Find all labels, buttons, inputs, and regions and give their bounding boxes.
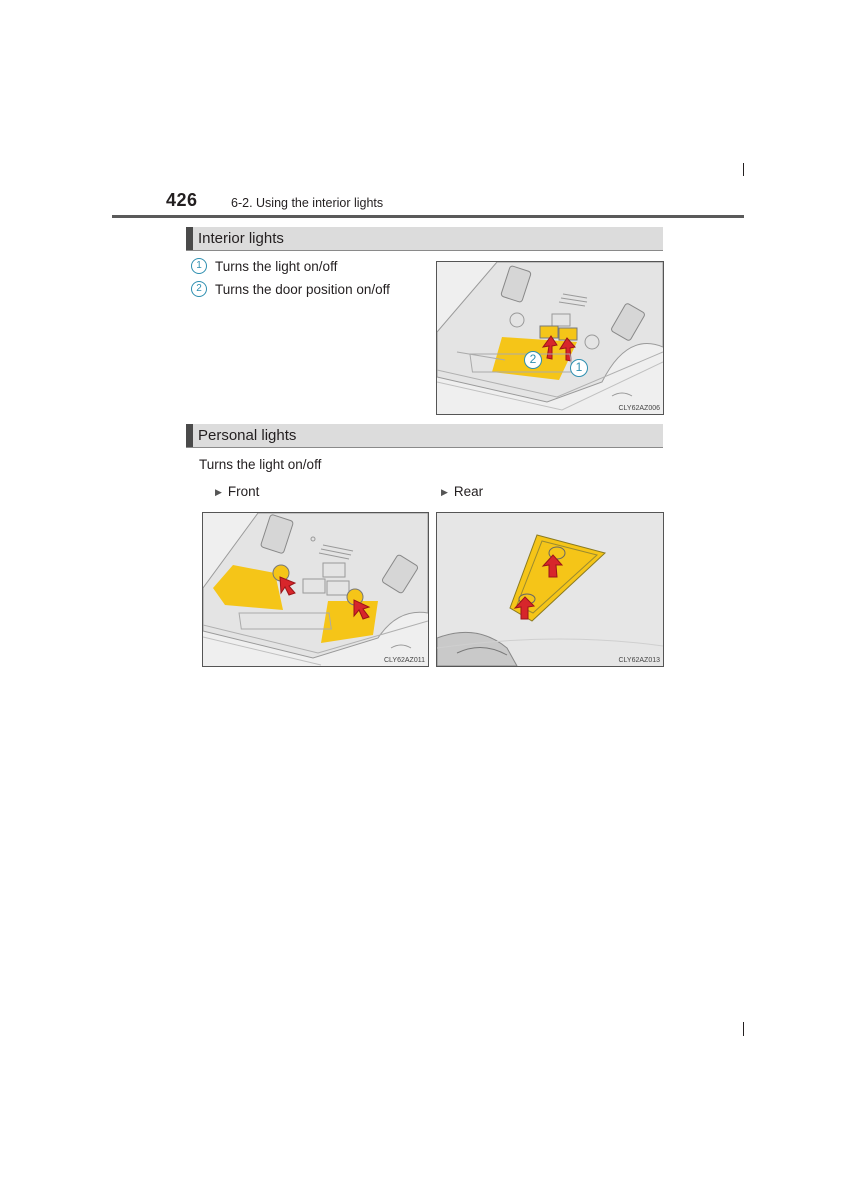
interior-light-switch: [540, 326, 558, 338]
section-header-personal-lights: [186, 424, 663, 448]
figure-code: CLY62AZ006: [618, 405, 660, 412]
front-label: Front: [227, 484, 260, 499]
list-item-text: Turns the light on/off: [215, 258, 338, 274]
triangle-bullet-icon: ▶: [215, 486, 222, 497]
overhead-console-illustration: [437, 262, 663, 414]
rear-subheading: [441, 484, 483, 499]
front-console-illustration: [203, 513, 428, 666]
rear-personal-lights-figure: [436, 512, 664, 667]
callout-label-2: 2: [529, 352, 537, 366]
list-item: [191, 281, 390, 297]
triangle-bullet-icon: ▶: [441, 486, 448, 497]
callout-marker-2: 2: [191, 281, 207, 297]
rear-ceiling-illustration: [437, 513, 663, 666]
crop-mark-top: [743, 163, 744, 176]
section-header-interior-lights: [186, 227, 663, 251]
figure-code: CLY62AZ011: [384, 657, 425, 664]
page-number: 426: [166, 190, 198, 210]
header-rule: [112, 215, 744, 218]
door-position-switch: [559, 328, 577, 340]
section-header-bar: [186, 424, 193, 447]
rear-label: Rear: [453, 484, 484, 499]
front-personal-lights-figure: [202, 512, 429, 667]
list-item: [191, 258, 337, 274]
crop-mark-bottom: [743, 1022, 744, 1036]
section-path: 6-2. Using the interior lights: [231, 196, 384, 210]
front-subheading: [215, 484, 259, 499]
personal-lights-description: Turns the light on/off: [199, 457, 322, 472]
list-item-text: Turns the door position on/off: [215, 281, 390, 297]
interior-lights-figure: [436, 261, 664, 415]
callout-marker-1: 1: [191, 258, 207, 274]
section-title: Personal lights: [198, 427, 297, 444]
callout-label-1: 1: [575, 360, 583, 374]
section-header-bar: [186, 227, 193, 250]
figure-code: CLY62AZ013: [618, 657, 660, 664]
section-title: Interior lights: [198, 230, 284, 247]
